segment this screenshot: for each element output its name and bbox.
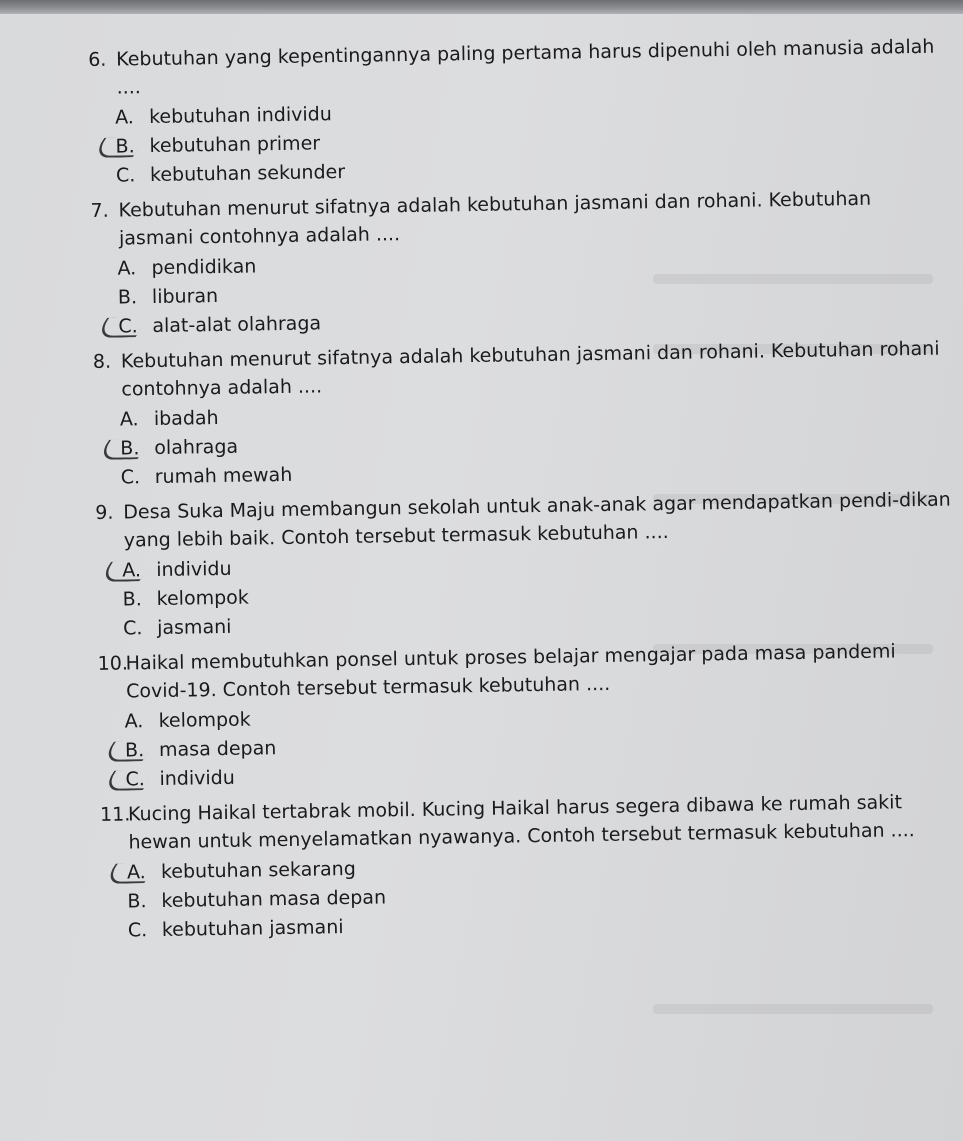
option-text: individu — [159, 766, 235, 790]
question-text: Kebutuhan yang kepentingannya paling pertama harus dipenuhi oleh manusia adalah .... — [116, 35, 935, 99]
option-text: kebutuhan jasmani — [161, 916, 344, 941]
answer-options — [127, 845, 962, 945]
question-number: 8. — [92, 350, 112, 373]
question-text: Kebutuhan menurut sifatnya adalah kebutuhan jasmani dan rohani. Kebutuhan jasmani contohnya adalah .... — [118, 187, 872, 250]
bleed-through-text — [653, 1004, 933, 1014]
option-text: liburan — [151, 284, 219, 309]
question-number: 9. — [95, 501, 114, 524]
option-letter: A. — [114, 106, 135, 129]
question — [97, 636, 959, 794]
option-letter: A. — [124, 710, 144, 733]
option-letter: B. — [115, 135, 135, 158]
question — [90, 183, 952, 341]
option-text: kebutuhan primer — [149, 132, 321, 158]
option-letter: C. — [125, 768, 146, 791]
question-text: Haikal membutuhkan ponsel untuk proses belajar mengajar pada masa pandemi Covid-19. Contoh tersebut termasuk kebutuhan .... — [125, 640, 896, 703]
option-letter: B. — [124, 739, 145, 762]
option-text: kebutuhan sekarang — [160, 857, 356, 883]
option-letter: C. — [120, 466, 141, 489]
option-text: kebutuhan masa depan — [161, 886, 387, 912]
option-letter: B. — [122, 588, 142, 611]
option-text: individu — [156, 557, 232, 581]
question — [88, 32, 950, 190]
answer-options — [124, 694, 959, 794]
option-letter: A. — [117, 257, 137, 280]
option-text: kebutuhan individu — [148, 103, 332, 129]
option-text: kelompok — [158, 708, 251, 732]
question-number: 6. — [88, 48, 107, 71]
option-text: jasmani — [156, 615, 232, 639]
option-letter: B. — [120, 437, 140, 460]
answer-options — [120, 392, 955, 492]
option-letter: A. — [119, 408, 139, 431]
option-letter: A. — [126, 861, 146, 884]
option-letter: A. — [122, 559, 142, 582]
option-text: kebutuhan sekunder — [149, 160, 346, 187]
option-text: masa depan — [158, 737, 277, 761]
option-letter: C. — [115, 164, 136, 187]
option-letter: B. — [127, 890, 147, 913]
answer-options — [122, 543, 957, 643]
question-text: Desa Suka Maju membangun sekolah untuk anak-anak agar mendapatkan pendi-dikan yang lebih baik. Contoh tersebut termasuk kebutuhan .... — [123, 488, 951, 552]
question-number: 11. — [99, 803, 131, 826]
question — [93, 334, 955, 492]
answer-options — [115, 90, 950, 190]
option-letter: C. — [122, 617, 143, 640]
option-letter: C. — [127, 919, 148, 942]
option-text: kelompok — [156, 586, 249, 610]
question-list — [88, 32, 962, 951]
question — [100, 787, 962, 945]
option-text: pendidikan — [151, 255, 257, 280]
option-text: olahraga — [154, 435, 239, 460]
question — [95, 485, 957, 643]
option-letter: C. — [118, 315, 138, 338]
option-text: ibadah — [153, 406, 219, 431]
question-text: Kucing Haikal tertabrak mobil. Kucing Haikal harus segera dibawa ke rumah sakit hewan untuk menyelamatkan nyawanya. Contoh tersebut termasuk kebutuhan .... — [127, 791, 915, 854]
option-letter: B. — [117, 286, 138, 309]
answer-options — [117, 241, 952, 341]
option-text: alat-alat olahraga — [152, 312, 322, 338]
question-number: 7. — [90, 199, 109, 222]
question-text: Kebutuhan menurut sifatnya adalah kebutuhan jasmani dan rohani. Kebutuhan rohani contohnya adalah .... — [120, 337, 940, 401]
option-text: rumah mewah — [154, 463, 293, 489]
question-number: 10. — [97, 652, 129, 675]
